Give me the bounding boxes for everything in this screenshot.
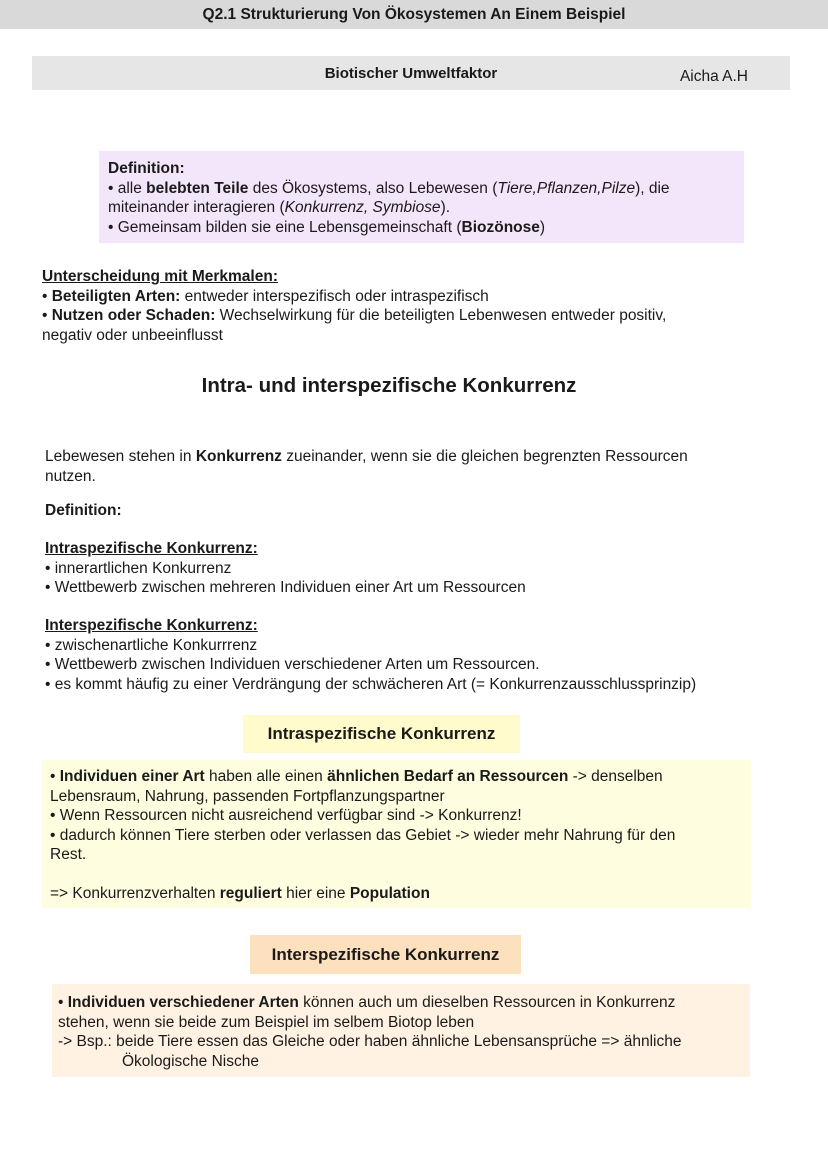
topic-bar [32,56,790,90]
inter-box [52,984,750,1077]
intra-box-line-2: Lebensraum, Nahrung, passenden Fortpflanzungspartner [50,787,445,805]
merkmale-item-2: • Nutzen oder Schaden: Wechselwirkung für die beteiligten Lebenwesen entweder positiv, [42,307,667,324]
section-title: Intra- und interspezifische Konkurrenz [201,374,577,397]
intra-heading: Intraspezifische Konkurrenz: [45,540,258,557]
merkmale-heading: Unterscheidung mit Merkmalen: [42,268,278,285]
inter-heading: Interspezifische Konkurrenz: [45,617,258,634]
inter-box-line-2: stehen, wenn sie beide zum Beispiel im selbem Biotop leben [58,1013,475,1031]
intra-label: Intraspezifische Konkurrenz [243,715,520,753]
definition-heading: Definition: [108,160,185,177]
inter-label: Interspezifische Konkurrenz [250,935,521,974]
intra-box [42,760,751,908]
intra-box-line-5: Rest. [50,846,87,863]
inter-item: • Wettbewerb zwischen Individuen verschiedener Arten um Ressourcen. [45,656,540,673]
definition-box [99,151,744,243]
merkmale-item-2-cont: negativ oder unbeeinflusst [42,326,223,344]
intro-paragraph [45,447,805,486]
intra-box-conclusion: => Konkurrenzverhalten reguliert hier eine Population [50,885,430,902]
intra-definition [45,539,805,598]
author-name: Aicha A.H [679,68,748,85]
inter-definition [45,616,805,694]
definition-label: Definition: [45,502,122,519]
intro-line-2: nutzen. [45,467,96,485]
intra-item: • Wettbewerb zwischen mehreren Individuen einer Art um Ressourcen [45,579,526,596]
definition-line-2: miteinander interagieren (Konkurrenz, Symbiose). [108,199,451,216]
inter-box-line-4: Ökologische Nische [122,1052,259,1070]
merkmale-item-1: • Beteiligten Arten: entweder interspezifisch oder intraspezifisch [42,287,489,305]
intra-box-line-3: • Wenn Ressourcen nicht ausreichend verfügbar sind -> Konkurrenz! [50,807,522,824]
intra-box-line-4: • dadurch können Tiere sterben oder verlassen das Gebiet -> wieder mehr Nahrung für den [50,826,676,844]
document-title: Q2.1 Strukturierung Von Ökosystemen An Einem Beispiel [202,6,626,23]
inter-box-line-1: • Individuen verschiedener Arten können auch um dieselben Ressourcen in Konkurrenz [58,994,676,1011]
inter-item: • zwischenartliche Konkurrrenz [45,636,258,654]
topic-title: Biotischer Umweltfaktor [324,65,498,82]
inter-item: • es kommt häufig zu einer Verdrängung der schwächeren Art (= Konkurrenzausschlussprinzip) [45,675,697,693]
inter-box-line-3: -> Bsp.: beide Tiere essen das Gleiche oder haben ähnliche Lebensansprüche => ähnliche [58,1033,682,1050]
intra-box-line-1: • Individuen einer Art haben alle einen ähnlichen Bedarf an Ressourcen -> denselben [50,768,663,785]
merkmale-section [42,267,802,345]
intro-line-1: Lebewesen stehen in Konkurrenz zueinander, wenn sie die gleichen begrenzten Ressourcen [45,448,688,465]
intra-item: • innerartlichen Konkurrenz [45,559,232,577]
definition-line-1: • alle belebten Teile des Ökosystems, also Lebewesen (Tiere,Pflanzen,Pilze), die [108,179,670,197]
definition-line-3: • Gemeinsam bilden sie eine Lebensgemeinschaft (Biozönose) [108,218,546,236]
